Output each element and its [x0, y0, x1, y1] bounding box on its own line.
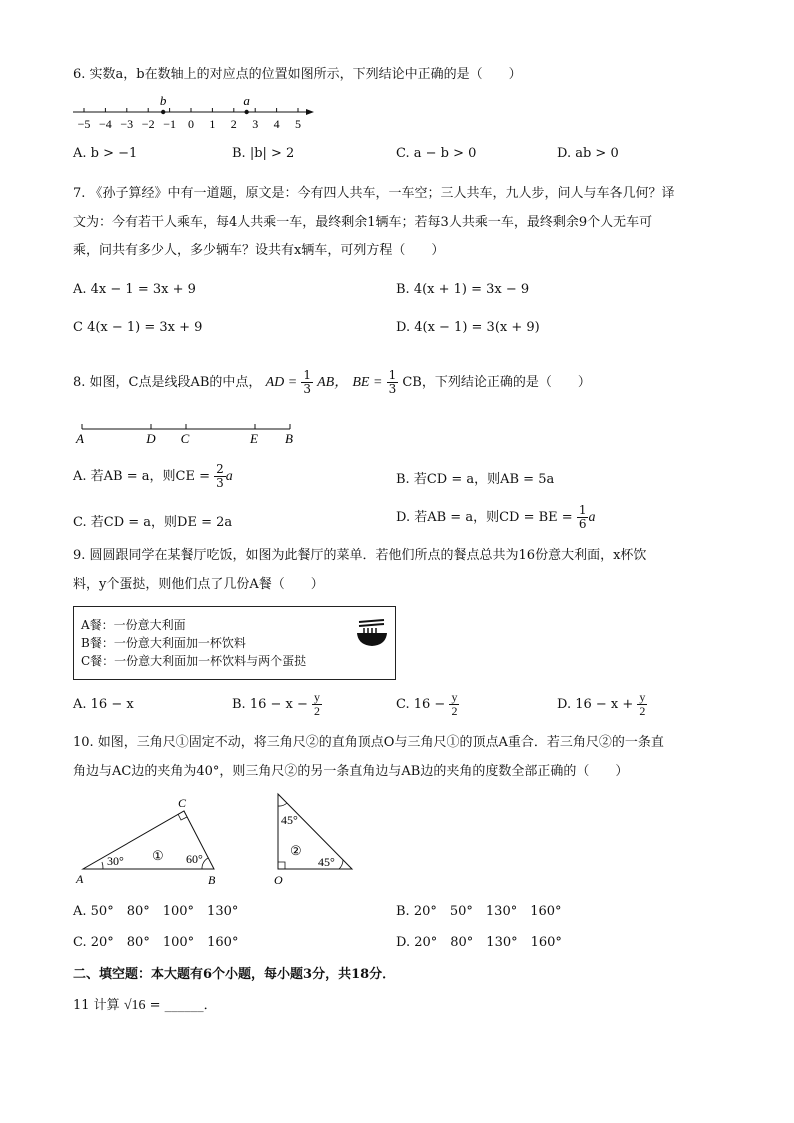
tri1-vertex-b: B	[208, 873, 216, 887]
q9-option-b[interactable]: B. 16 − x − $\frac{y}{2}$	[232, 690, 321, 718]
q7-option-c[interactable]: C 4(x − 1) = 3x + 9	[73, 320, 203, 335]
menu-item-c: C餐：一份意大利面加一杯饮料与两个蛋挞	[81, 654, 307, 668]
tri1-angle-b: 60°	[186, 852, 203, 866]
q8-ad: AD =	[265, 375, 298, 390]
segment-label-d: D	[146, 431, 156, 446]
tri1-angle-a: 30°	[107, 854, 124, 868]
q9-option-c[interactable]: C. 16 − $\frac{y}{2}$	[396, 690, 458, 718]
q10-option-b[interactable]: B. 20° 50° 130° 160°	[396, 904, 562, 919]
q6-option-d[interactable]: D. ab > 0	[557, 146, 619, 161]
q8-be: BE =	[352, 375, 383, 390]
tri1-number: ①	[152, 848, 164, 863]
q11-answer-blank[interactable]: = ______．	[149, 998, 217, 1013]
section-2-title: 二、填空题：本大题有6个小题，每小题3分，共18分．	[73, 967, 396, 982]
number-line-tick-label: −5	[77, 117, 91, 131]
q6-option-a[interactable]: A. b > −1	[73, 146, 138, 161]
point-a-label: a	[243, 93, 250, 108]
menu-item-a: A餐：一份意大利面	[81, 618, 186, 632]
q8-stem-pre: 8. 如图，C点是线段AB的中点，	[73, 375, 262, 390]
tri1-vertex-a: A	[76, 872, 84, 886]
q9-stem-line-2: 料，y个蛋挞，则他们点了几份A餐（ ）	[73, 577, 324, 592]
q7-option-a[interactable]: A. 4x − 1 = 3x + 9	[73, 282, 196, 297]
q6-stem: 6. 实数a，b在数轴上的对应点的位置如图所示，下列结论中正确的是（ ）	[73, 67, 522, 82]
q8-ad-fraction: $\frac{1}{3}$	[303, 368, 311, 396]
segment-label-c: C	[180, 431, 190, 446]
number-line-tick-label: −4	[99, 117, 112, 131]
q10-stem-line-1: 10. 如图，三角尺①固定不动，将三角尺②的直角顶点O与三角尺①的顶点A重合．若三角尺②的一条直	[73, 735, 664, 750]
q10-stem-line-2: 角边与AC边的夹角为40°，则三角尺②的另一条直角边与AB边的夹角的度数全部正确的（ ）	[73, 764, 629, 779]
tri2-angle-right: 45°	[318, 855, 335, 869]
number-line-tick-label: 0	[188, 117, 194, 131]
q11-stem: 11 计算 √16 = ______．	[73, 998, 217, 1013]
q7-option-d[interactable]: D. 4(x − 1) = 3(x + 9)	[396, 320, 540, 335]
q8-option-d[interactable]: D. 若AB = a，则CD = BE = $\frac{1}{6}$ a	[396, 503, 596, 531]
q8-option-b[interactable]: B. 若CD = a，则AB = 5a	[396, 472, 555, 487]
q9-stem-line-1: 9. 圆圆跟同学在某餐厅吃饭，如图为此餐厅的菜单．若他们所点的餐点总共为16份意大利面，x杯饮	[73, 548, 647, 563]
number-line-tick-label: −3	[120, 117, 134, 131]
tri2-number: ②	[290, 843, 302, 858]
q8-be-post: CB，下列结论正确的是（ ）	[402, 375, 591, 390]
number-line-tick-label: −2	[141, 117, 155, 131]
q10-option-d[interactable]: D. 20° 80° 130° 160°	[396, 935, 562, 950]
tri2-angle-top: 45°	[281, 813, 298, 827]
q9-option-d[interactable]: D. 16 − x + $\frac{y}{2}$	[557, 690, 646, 718]
q10-option-c[interactable]: C. 20° 80° 100° 160°	[73, 935, 239, 950]
segment-label-e: E	[250, 431, 258, 446]
number-line-tick-label: 5	[295, 117, 301, 131]
q7-stem-line-2: 文为：今有若干人乘车，每4人共乘一车，最终剩余1辆车；若每3人共乘一车，最终剩余9个人无车可	[73, 215, 653, 230]
menu-item-b: B餐：一份意大利面加一杯饮料	[81, 636, 246, 650]
q7-stem-line-1: 7. 《孙子算经》中有一道题，原文是：今有四人共车，一车空；三人共车，九人步，问人与车各几何？译	[73, 186, 675, 201]
number-line-tick-label: 1	[209, 117, 216, 131]
q6-option-c[interactable]: C. a − b > 0	[396, 146, 477, 161]
q8-option-c[interactable]: C. 若CD = a，则DE = 2a	[73, 515, 233, 530]
number-line-tick-label: 3	[252, 117, 259, 131]
number-line-tick-label: 4	[273, 117, 280, 131]
segment-label-b: B	[285, 431, 293, 446]
q8-ad-post: AB，	[317, 375, 349, 390]
q7-option-b[interactable]: B. 4(x + 1) = 3x − 9	[396, 282, 530, 297]
q7-stem-line-3: 乘，问共有多少人，多少辆车？设共有x辆车，可列方程（ ）	[73, 243, 445, 258]
q11-radical: √16	[123, 998, 146, 1013]
q6-option-b[interactable]: B. |b| > 2	[232, 146, 295, 161]
point-b-label: b	[159, 93, 167, 108]
segment-label-a: A	[76, 431, 84, 446]
q9-option-a[interactable]: A. 16 − x	[73, 697, 134, 712]
number-line-tick-label: −1	[163, 117, 176, 131]
tri2-vertex-o: O	[274, 873, 283, 887]
q8-option-a[interactable]: A. 若AB = a，则CE = $\frac{2}{3}$ a	[73, 462, 233, 490]
number-line-tick-label: 2	[230, 117, 237, 131]
q10-option-a[interactable]: A. 50° 80° 100° 130°	[73, 904, 239, 919]
tri1-vertex-c: C	[178, 796, 187, 810]
q8-be-fraction: $\frac{1}{3}$	[388, 368, 397, 396]
